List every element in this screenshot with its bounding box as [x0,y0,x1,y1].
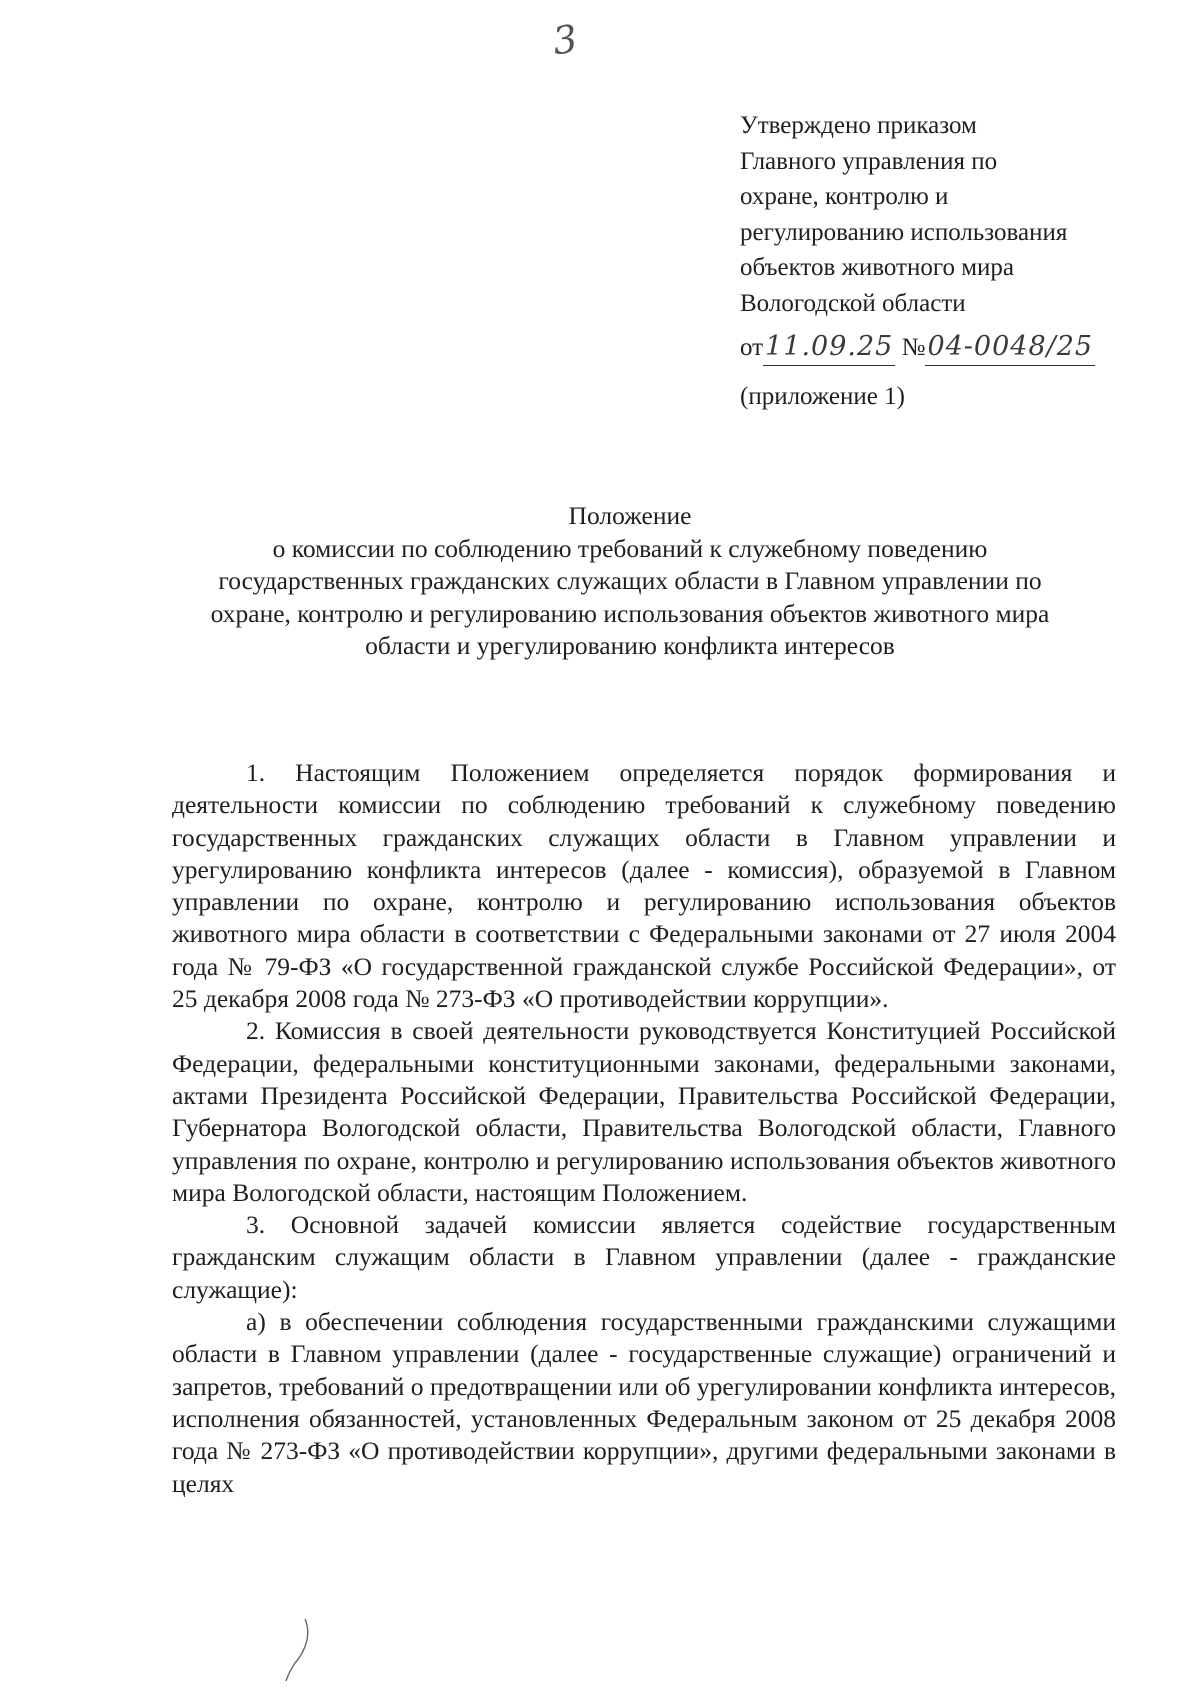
paragraph-2: 2. Комиссия в своей деятельности руководствуется Конституцией Российской Федерации, федеральными конституционными законами, федеральными законами, актами Президента Российской Федерации, Правительства Российской Федерации, Губернатора Вологодской области, Правительства Вологодской области, Главного управления по охране, контролю и регулированию использования объектов животного мира Вологодской области, настоящим Положением. [172,1016,1116,1207]
approval-line: Главного управления по [740,147,998,175]
paragraph-3a: а) в обеспечении соблюдения государственными гражданскими служащими области в Главном управлении (далее - государственные служащие) ограничений и запретов, требований о предотвращении или об урегулировании конфликта интересов, исполнения обязанностей, установленных Федеральным законом от 25 декабря 2008 года № 273-ФЗ «О противодействии коррупции», другими федеральными законами в целях [172,1307,1116,1498]
number-prefix: № [901,334,926,361]
approval-line: регулированию использования [740,218,1068,246]
title-line: о комиссии по соблюдению требований к служебному поведению [272,533,988,563]
handwritten-page-number: 3 [550,16,581,64]
appendix-label: (приложение 1) [740,383,905,410]
approval-line: охране, контролю и [740,183,949,210]
title-line: охране, контролю и регулированию использования объектов животного мира [210,598,1050,628]
handwritten-order-number: 04-0048/25 [925,329,1095,366]
handwritten-date: 11.09.25 [763,329,895,366]
order-date-number [740,329,1180,369]
approval-line: Вологодской области [740,289,966,317]
paragraph-1: 1. Настоящим Положением определяется порядок формирования и деятельности комиссии по соблюдению требований к служебному поведению государственных гражданских служащих области в Главном управлении и урегулированию конфликта интересов (далее - комиссия), образуемой в Главном управлении по охране, контролю и регулированию использования объектов животного мира области в соответствии с Федеральными законами от 27 июля 2004 года № 79-ФЗ «О государственной гражданской службе Российской Федерации», от 25 декабря 2008 года № 273-ФЗ «О противодействии коррупции». [172,758,1116,1014]
document-body [172,757,1116,1500]
title-line: области и урегулированию конфликта интересов [365,631,895,660]
title-line: государственных гражданских служащих области в Главном управлении по [218,566,1042,595]
paragraph-3: 3. Основной задачей комиссии является содействие государственным гражданским служащим области в Главном управлении (далее - гражданские служащие): [172,1210,1116,1304]
approval-line: объектов животного мира [740,254,1015,281]
approval-line: Утверждено приказом [740,112,977,139]
pen-mark-icon [283,1615,313,1685]
document-title [150,500,1110,663]
approval-stamp-block [740,108,1180,415]
title-heading: Положение [568,501,692,530]
date-prefix: от [740,334,764,361]
